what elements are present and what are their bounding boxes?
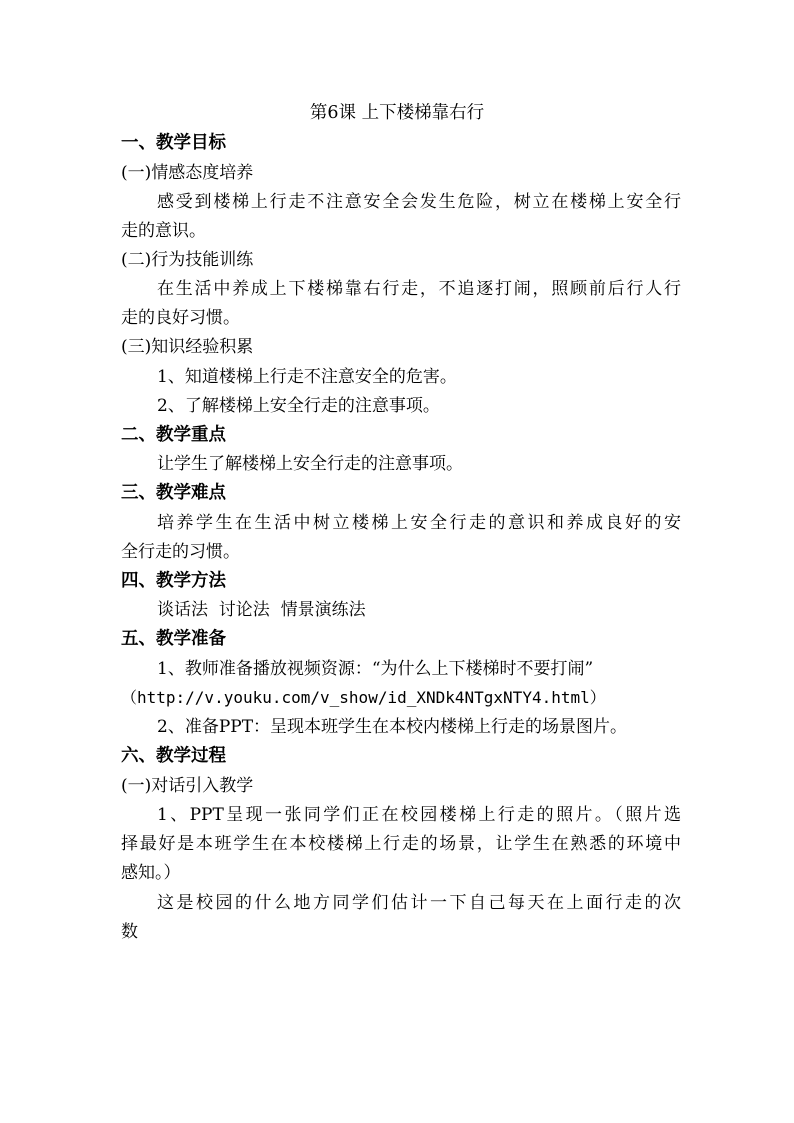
video-url: （http://v.youku.com/v_show/id_XNDk4NTgxNTY4.html） [121,688,606,707]
paragraph-line: 让学生了解楼梯上安全行走的注意事项。 [157,454,463,474]
paragraph-line: 感受到楼梯上行走不注意安全会发生危险，树立在楼梯上安全行 [157,192,681,212]
paragraph-line: 走的良好习惯。 [121,308,240,328]
subheading-attitude: (一)情感态度培养 [121,163,254,183]
paragraph-line: 择最好是本班学生在本校楼梯上行走的场景，让学生在熟悉的环境中 [121,834,681,854]
paragraph-line: 全行走的习惯。 [121,542,240,562]
paragraph-line: 这是校园的什么地方同学们估计一下自己每天在上面行走的次 [157,893,681,913]
paragraph-line: 走的意识。 [121,221,206,241]
section-heading-methods: 四、教学方法 [121,571,226,591]
section-heading-key-points: 二、教学重点 [121,425,226,445]
list-item: 2、准备PPT：呈现本班学生在本校内楼梯上行走的场景图片。 [157,717,628,737]
paragraph-line: 1、PPT呈现一张同学们正在校园楼梯上行走的照片。（照片选 [157,805,681,825]
paragraph-line: 数 [121,922,138,942]
section-heading-process: 六、教学过程 [121,746,226,766]
paragraph-line: 感知。） [121,863,181,883]
section-heading-difficulties: 三、教学难点 [121,483,226,503]
list-item: 2、了解楼梯上安全行走的注意事项。 [157,396,440,416]
paragraph-line: 在生活中养成上下楼梯靠右行走，不追逐打闹，照顾前后行人行 [157,279,681,299]
paragraph-line: 谈话法 讨论法 情景演练法 [157,600,366,620]
list-item: 1、知道楼梯上行走不注意安全的危害。 [157,367,457,387]
list-item: 1、教师准备播放视频资源：“为什么上下楼梯时不要打闹” [157,659,594,679]
lesson-title: 第6课 上下楼梯靠右行 [309,103,485,123]
subheading-skills: (二)行为技能训练 [121,250,254,270]
subheading-knowledge: (三)知识经验积累 [121,337,254,357]
section-heading-objectives: 一、教学目标 [121,133,226,153]
subheading-intro: (一)对话引入教学 [121,776,254,796]
paragraph-line: 培养学生在生活中树立楼梯上安全行走的意识和养成良好的安 [157,513,681,533]
section-heading-preparation: 五、教学准备 [121,629,226,649]
